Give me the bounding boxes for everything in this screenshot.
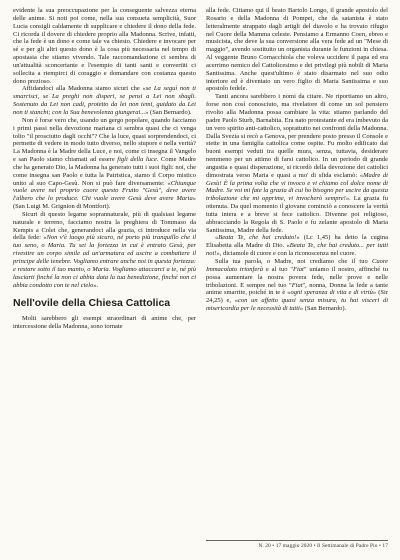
paragraph: Tanti ancora sarebbero i nomi da citare. Ne riportiamo un altro, forse non così conosciuto, ma rivelatore di come un sol pensiero rivolto alla Madonna possa cambiare la vita: stiamo parlando del padre Paolo Sturb, Barnabita. Era nato protestante ed era imbevuto da un vero spirito anti-cattolico, soprattutto nei confronti della Madonna. Dalla Svezia si recò a Genova, per prendere posto presso il Console e stette in una famiglia cattolica come ospite. Fu molto edificato dai buoni esempi veduti tra quelle mura, senza, tuttavia, desiderare nemmeno per un attimo di farsi cattolico. In un periodo di grande angustia e quasi disperazione, si ricordò della devozione dei cattolici dimostrata verso Maria e quasi a mo' di sfida esclamò: «Madre di Gesù! È la prima volta che vi invoco e vi chiamo col dolce nome di Madre. Se voi mi fate la grazia di cui ho bisogno per uscire da questa tribolazione che mi opprime, vi invocherò sempre!». La grazia fu ottenuta. Da quel momento il giovane cominciò a conoscere la verità tutta intera e a breve si fece cattolico. Divenne poi religioso, abbracciando la Regola di S. Paolo e fu zelante apostolo di Maria Santissima, Madre della fede. [206,93,388,234]
paragraph: Affidandoci alla Madonna siamo sicuri che «se La seguì non ti smarrisci, se La preghi non disperi, se pensi a Lei non sbagli. Sostenuto da Lei non cadi, protetto da lei non temi, guidato da Lei non ti stanchi; con la Sua benevolenza giungerai...» (San Bernardo). [13,85,196,116]
paragraph: alla fede. Citiamo qui il beato Bartolo Longo, il grande apostolo del Rosario e della Madonna di Pompei, che da satanista è stato letteralmente strappato dagli artigli del diavolo e ha trovato rifugio nel Cuore della Mamma celeste. Pensiamo a Ermanno Coen, ebreo e musicista, che deve la sua conversione alla vera fede ad un "Mese di maggio", avendo sostituito un organista durante le funzioni in chiesa. Al veggente Bruno Cornacchiola che voleva uccidere il papa ed era acerrimo nemico del Cattolicesimo e dei privilegi più nobili di Maria Santissima. Anche quest'ultimo è stato disarmato nel suo odio interiore ed è diventato un vero figlio di Maria Santissima e suo apostolo fedele. [206,7,388,93]
section-heading: Nell'ovile della Chiesa Cattolica [13,297,171,310]
page-footer: N. 20 • 17 maggio 2020 • Il Settimanale di Padre Pio • 17 [206,540,388,549]
paragraph: Sulla tua parola, o Madre, noi crediamo che il tuo Cuore Immacolato trionferà e al tuo "Fiat" uniamo il nostro, affinché tu possa aumentare la nostra povera fede, nelle prove e nelle tribolazioni. E sempre nel tuo "Fiat", nonna, Donna la fede a tante anime smarrite, poiché in te è «ogni speranza di vita e di virtù» (Sir 24,25) e, «con un affetto quasi senza misura, tu hai visceri di misericordia per le necessità di tutti» (San Bernardo). [206,258,388,313]
paragraph: Sicuri di questo legame soprannaturale, più di qualsiasi legame naturale e terreno, facciamo nostra la preghiera di Tommaso da Kempis a Colei che, generandoci alla grazia, ci introduce nella via della fede: «Non v'è luogo più sicuro, né porto più tranquillo che il tuo seno, o Maria. Tu sei la fortezza in cui è entrato Gesù, per rivestire un corpo simile ad un'armatura ed uscire a combattere il principe delle tenebre. Vogliamo entrare anche noi in questa fortezza: e restare sotto il tuo manto, o Maria. Vogliamo attaccarci a te, né più lasciarti finché la non ci abbia data la tua benedizione, finché non ci abbia condotto con te nel cielo». [13,210,196,289]
paragraph: «Beata Te, che hai creduto!» (Lc 1,45) ha detto la cugina Elisabetta alla Madre di Dio. «Beata Te, che hai creduto... per tutti noi!», diciamole di cuore e con la riconoscenza nel cuore. [206,234,389,258]
paragraph: evidente la sua preoccupazione per la conseguente salvezza eterna delle anime. Si noti poi come, nella sua consueta semplicità, Suor Lucia consigli caldamente di supplicare e chiedere il dono della fede. Ci ricorda il dovere di chiedere proprio alla Madonna. Scrive, infatti, che la fede è un dono e come tale va chiesto. Chiedere e invocare per sé e per gli altri questo dono è la cosa più necessaria nel tempo di apostasia che stiamo vivendo. Tale raccomandazione ci sembra di un'attualità sconcertante e l'esempio di tanti santi e convertiti ci sollecita a riempirci di coraggio e domandare con costanza questo dono prezioso. [13,7,196,85]
left-column [13,7,196,331]
right-column [206,7,388,313]
paragraph: Molti sarebbero gli esempi straordinari di anime che, per intercessione della Madonna, sono tornate [13,315,196,331]
paragraph: Non è forse vero che, usando un gergo popolare, quando facciamo i primi passi nella devozione mariana ci sembra quasi che ci venga tolto "il prosciutto dagli occhi"? Che la luce, quasi sorprendendoci, ci permette di vedere in modo tutto diverso, nello stupore e nella verità? La Madonna è la Madre della Luce, e noi, come ci insegna il Vangelo e san Paolo siamo chiamati ad essere figli della luce. Come Madre che ha generato Dio, la Madonna ha generato tutti i suoi figli: noi, che come insegna san Paolo e tutta la Patristica, siamo il Corpo mistico unito al suo Capo-Gesù. Non si può fare diversamente: «Chiunque vuole avere nel proprio cuore questo Frutto "Gesù", deve avere l'albero che lo produce. Chi vuole avere Gesù deve avere Maria» (San Luigi M. Grignion di Montfort). [13,116,196,211]
